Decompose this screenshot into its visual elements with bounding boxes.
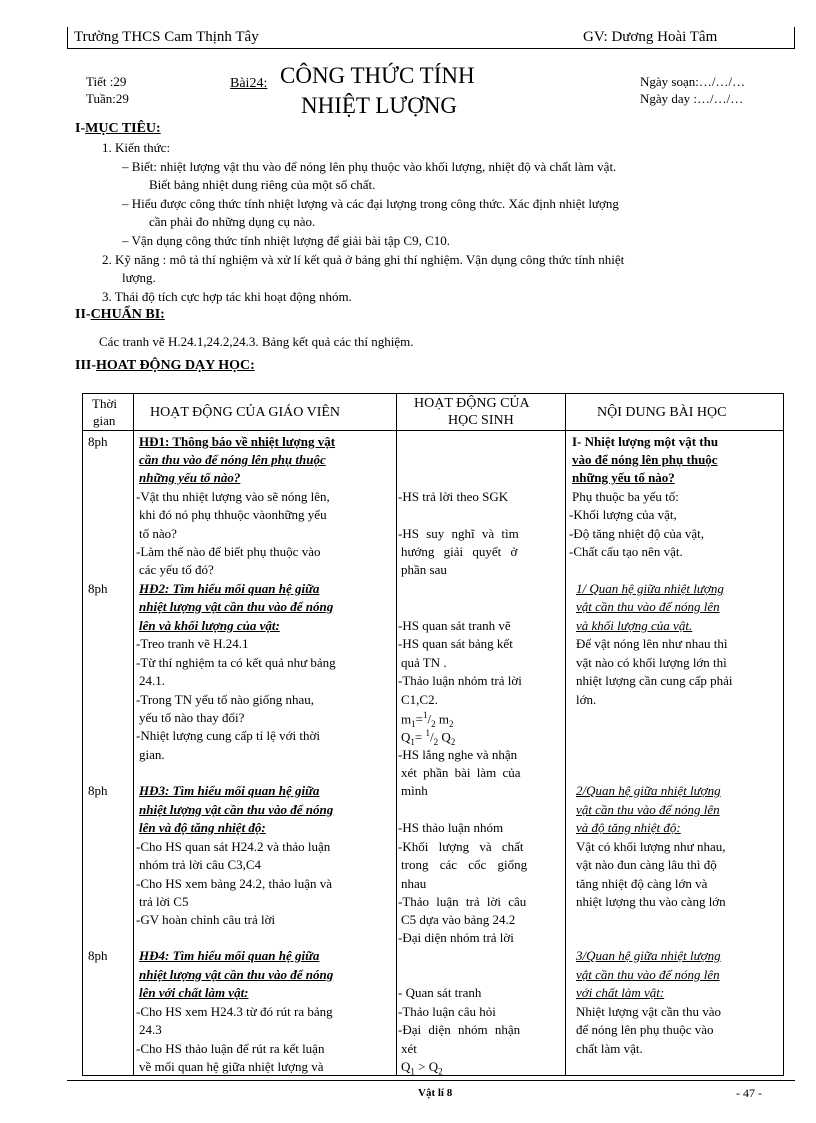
gv-line: -Cho HS xem H24.3 từ đó rút ra bảng	[136, 1004, 333, 1019]
gv-line: 24.3	[139, 1022, 162, 1037]
header-lesson-content: NỘI DUNG BÀI HỌC	[597, 405, 727, 420]
objective-d2a: – Hiểu được công thức tính nhiệt lượng và các đại lượng trong công thức. Xác định nhiệt lượng	[122, 196, 619, 211]
nd-heading: I- Nhiệt lượng một vật thu	[572, 434, 719, 449]
lesson-title-1: CÔNG THỨC TÍNH	[280, 63, 475, 88]
preparation-text: Các tranh vẽ H.24.1,24.2,24.3. Bảng kết quả các thí nghiệm.	[99, 334, 414, 349]
header-left-border	[67, 27, 68, 48]
hs-line: hướng giải quyết ở	[401, 544, 518, 559]
objective-skills-2: lượng.	[122, 270, 156, 285]
gv-line: lên với chất làm vật:	[139, 985, 249, 1000]
nd-subheading: 3/Quan hệ giữa nhiệt lượng	[576, 948, 721, 963]
section2-heading: II-CHUẨN BI:	[75, 307, 165, 322]
nd-line: Phụ thuộc ba yếu tố:	[572, 489, 679, 504]
nd-heading: vào để nóng lên phụ thuộc	[572, 452, 718, 467]
formula-mass: $m_1=^1/_2$ $m_2$	[401, 710, 454, 729]
gv-line: -Từ thí nghiệm ta có kết quả như bảng	[136, 655, 336, 670]
tiet: Tiết :29	[86, 74, 127, 89]
hs-line: -Khối lượng và chất	[398, 839, 524, 854]
hs-line: mình	[401, 783, 428, 798]
gv-line: -Cho HS xem bảng 24.2, thảo luận và	[136, 876, 333, 891]
nd-line: -Độ tăng nhiệt độ của vật,	[569, 526, 705, 541]
gv-line: nhiệt lượng vật cần thu vào để nóng	[139, 599, 334, 614]
section3-heading: III-HOAT ĐỘNG DẠY HỌC:	[75, 358, 255, 373]
header-time-1: Thời	[92, 396, 117, 411]
time-hd3: 8ph	[88, 783, 108, 798]
hs-line: xét phần bài làm của	[401, 765, 521, 780]
footer-subject: Vật lí 8	[418, 1087, 453, 1099]
table-header-divider	[82, 430, 784, 431]
objective-skills: 2. Kỹ năng : mô tả thí nghiệm và xử lí kết quả ở bảng ghi thí nghiệm. Vận dụng công thức tính nhiệt	[102, 252, 625, 267]
nd-line: tăng nhiệt độ càng lớn và	[576, 876, 708, 891]
gv-line: về mối quan hệ giữa nhiệt lượng và	[139, 1059, 324, 1074]
hs-line: - Quan sát tranh	[398, 985, 482, 1000]
hs-line: -Đại diện nhóm nhận	[398, 1022, 521, 1037]
nd-line: để nóng lên phụ thuộc vào	[576, 1022, 714, 1037]
header-time-2: gian	[93, 413, 116, 428]
ngay-soan: Ngày soạn:…/…/…	[640, 74, 746, 89]
gv-line: HĐ1: Thông báo về nhiệt lượng vật	[139, 434, 336, 449]
hs-line: -Thảo luận trả lời câu	[398, 894, 527, 909]
gv-line: các yếu tố đó?	[139, 562, 214, 577]
gv-line: cần thu vào để nóng lên phụ thuộc	[139, 452, 326, 467]
gv-line: những yếu tố nào?	[139, 470, 241, 485]
objective-knowledge: 1. Kiến thức:	[102, 140, 171, 155]
hs-line: -HS quan sát bảng kết	[398, 636, 513, 651]
gv-line: gian.	[139, 747, 165, 762]
nd-line: chất làm vật.	[576, 1041, 643, 1056]
objective-attitude: 3. Thái độ tích cực hợp tác khi hoạt động nhóm.	[102, 289, 352, 304]
nd-line: Nhiệt lượng vật cần thu vào	[576, 1004, 721, 1019]
gv-line: nhiệt lượng vật cần thu vào để nóng	[139, 802, 334, 817]
col-divider-1	[133, 393, 134, 1076]
col-divider-2	[396, 393, 397, 1076]
header-student-activity-2: HỌC SINH	[448, 413, 514, 428]
time-hd2: 8ph	[88, 581, 108, 596]
nd-line: vật nào có khối lượng lớn thì	[576, 655, 727, 670]
gv-line: -Trong TN yếu tố nào giống nhau,	[136, 692, 315, 707]
hs-line: phần sau	[401, 562, 447, 577]
hs-line: -HS thảo luận nhóm	[398, 820, 504, 835]
gv-line: lên và độ tăng nhiệt độ:	[139, 820, 266, 835]
nd-line: nhiệt lượng cần cung cấp phải	[576, 673, 733, 688]
nd-heading: những yếu tố nào?	[572, 470, 675, 485]
hs-line: -Thảo luận nhóm trả lời	[398, 673, 522, 688]
gv-line: nhóm trả lời câu C3,C4	[139, 857, 262, 872]
nd-subheading: vật cần thu vào để nóng lên	[576, 967, 720, 982]
hs-line: C1,C2.	[401, 692, 438, 707]
gv-line: -Nhiệt lượng cung cấp tỉ lệ với thời	[136, 728, 320, 743]
formula-heat: $Q_1= ^1/_2$ $Q_2$	[401, 728, 456, 747]
gv-line: HĐ2: Tìm hiểu mối quan hệ giữa	[139, 581, 320, 596]
nd-subheading: với chất làm vật:	[576, 985, 665, 1000]
gv-line: -Vật thu nhiệt lượng vào sẽ nóng lên,	[136, 489, 330, 504]
gv-line: HĐ3: Tìm hiểu mối quan hệ giữa	[139, 783, 320, 798]
gv-line: lên và khối lượng của vật:	[139, 618, 280, 633]
hs-line: -HS lắng nghe và nhận	[398, 747, 518, 762]
header-underline	[67, 48, 795, 49]
teacher-name: GV: Dương Hoài Tâm	[583, 29, 718, 45]
table-left-border	[82, 393, 83, 1076]
nd-line: nhiệt lượng thu vào càng lớn	[576, 894, 726, 909]
time-hd1: 8ph	[88, 434, 108, 449]
gv-line: -Treo tranh vẽ H.24.1	[136, 636, 249, 651]
header-teacher-activity: HOẠT ĐỘNG CỦA GIÁO VIÊN	[150, 405, 341, 420]
gv-line: khi đó nó phụ thhuộc vàonhững yếu	[139, 507, 327, 522]
hs-line: C5 dựa vào bảng 24.2	[401, 912, 516, 927]
nd-subheading: và khối lượng của vật.	[576, 618, 693, 633]
time-hd4: 8ph	[88, 948, 108, 963]
lesson-number: Bài24:	[230, 76, 268, 91]
table-top-border	[82, 393, 784, 394]
gv-line: HĐ4: Tìm hiểu mối quan hệ giữa	[139, 948, 320, 963]
gv-line: -GV hoàn chỉnh câu trả lời	[136, 912, 276, 927]
objective-d1b: Biết bảng nhiệt dung riêng của một số chất.	[149, 177, 376, 192]
section1-heading: I-MỤC TIÊU:	[75, 121, 161, 136]
footer-rule	[67, 1080, 795, 1081]
gv-line: -Cho HS thảo luận để rút ra kết luận	[136, 1041, 325, 1056]
gv-line: tố nào?	[139, 526, 177, 541]
objective-d3: – Vận dụng công thức tính nhiệt lượng để giải bài tập C9, C10.	[122, 233, 450, 248]
nd-line: Vật có khối lượng như nhau,	[576, 839, 726, 854]
nd-line: Để vật nóng lên như nhau thì	[576, 636, 728, 651]
nd-subheading: và độ tăng nhiệt độ:	[576, 820, 681, 835]
hs-line: nhau	[401, 876, 427, 891]
col-divider-3	[565, 393, 566, 1076]
hs-line: quả TN .	[401, 655, 447, 670]
school-name: Trường THCS Cam Thịnh Tây	[74, 29, 259, 45]
nd-subheading: vật cần thu vào để nóng lên	[576, 599, 720, 614]
hs-line: xét	[401, 1041, 417, 1056]
objective-d2b: cần phải đo những dụng cụ nào.	[149, 214, 316, 229]
header-right-border	[794, 27, 795, 48]
lesson-title-2: NHIỆT LƯỢNG	[301, 93, 458, 118]
nd-subheading: vật cần thu vào để nóng lên	[576, 802, 720, 817]
tuan: Tuần:29	[86, 91, 129, 106]
gv-line: 24.1.	[139, 673, 165, 688]
formula-compare: $Q_1 > Q_2$	[401, 1059, 443, 1077]
hs-line: -Thảo luận câu hỏi	[398, 1004, 496, 1019]
hs-line: -Đại diện nhóm trả lời	[398, 930, 514, 945]
header-student-activity-1: HOẠT ĐỘNG CỦA	[414, 396, 530, 411]
hs-line: trong các cốc giống	[401, 857, 528, 872]
hs-line: -HS trả lời theo SGK	[398, 489, 509, 504]
nd-line: -Khối lượng của vật,	[569, 507, 677, 522]
nd-line: lớn.	[576, 692, 597, 707]
gv-line: yếu tố nào thay đổi?	[139, 710, 245, 725]
table-right-border	[783, 393, 784, 1076]
nd-line: vật nào đun càng lâu thì độ	[576, 857, 717, 872]
objective-d1a: – Biết: nhiệt lượng vật thu vào để nóng lên phụ thuộc vào khối lượng, nhiệt độ và chất làm vật.	[122, 159, 617, 174]
ngay-day: Ngày day :…/…/…	[640, 91, 744, 106]
gv-line: -Làm thế nào để biết phụ thuộc vào	[136, 544, 321, 559]
nd-subheading: 1/ Quan hệ giữa nhiệt lượng	[576, 581, 724, 596]
gv-line: nhiệt lượng vật cần thu vào để nóng	[139, 967, 334, 982]
gv-line: trả lời C5	[139, 894, 189, 909]
hs-line: -HS suy nghĩ và tìm	[398, 526, 519, 541]
nd-subheading: 2/Quan hệ giữa nhiệt lượng	[576, 783, 721, 798]
gv-line: -Cho HS quan sát H24.2 và thảo luận	[136, 839, 331, 854]
page-number: - 47 -	[736, 1086, 762, 1100]
hs-line: -HS quan sát tranh vẽ	[398, 618, 511, 633]
nd-line: -Chất cấu tạo nên vật.	[569, 544, 683, 559]
